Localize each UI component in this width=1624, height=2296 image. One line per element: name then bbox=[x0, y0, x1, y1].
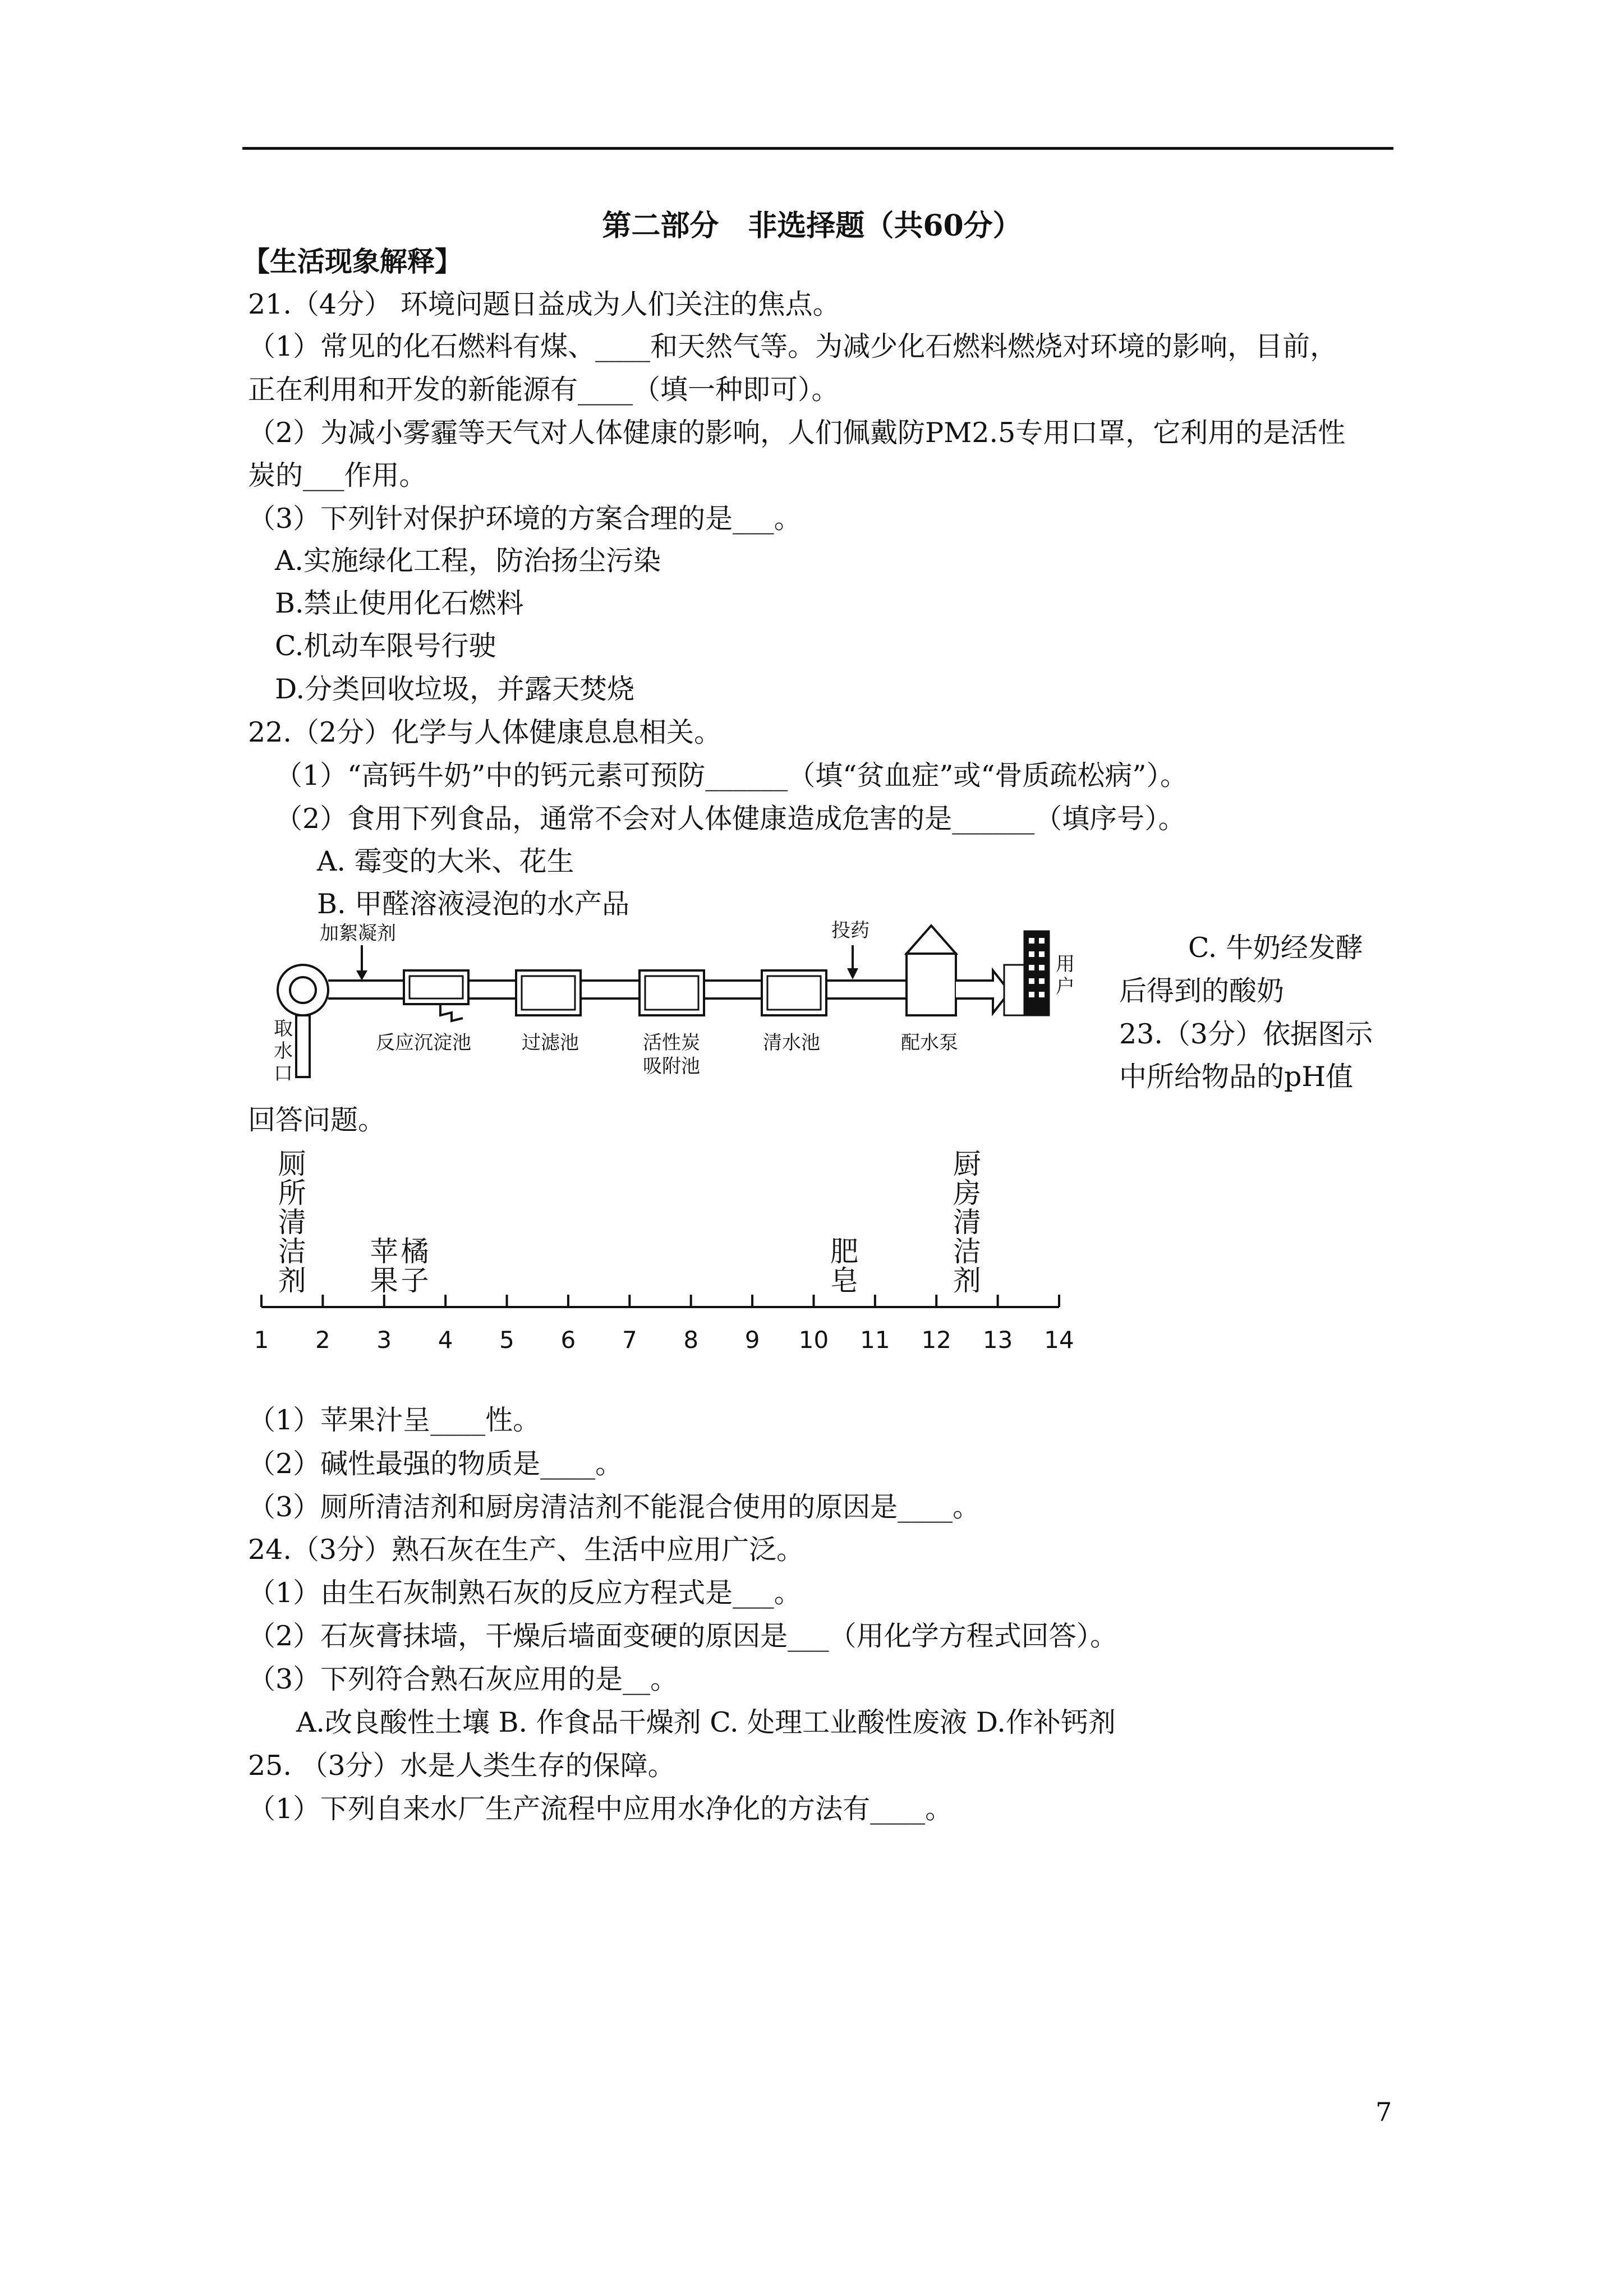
q21-p3: （3）下列针对保护环境的方案合理的是___。 bbox=[248, 503, 802, 535]
ph-tick-label-11: 11 bbox=[860, 1326, 890, 1354]
clear-water-tank-label: 清水池 bbox=[763, 1032, 820, 1054]
ph-tick-label-14: 14 bbox=[1044, 1326, 1074, 1354]
ph-tick-label-12: 12 bbox=[921, 1326, 951, 1354]
q23-p3: （3）厕所清洁剂和厨房清洁剂不能混合使用的原因是____。 bbox=[248, 1491, 981, 1523]
building-small bbox=[1004, 965, 1024, 1015]
carbon-tank bbox=[640, 970, 704, 1015]
dosing-arrow bbox=[847, 968, 858, 979]
intake-label-3: 口 bbox=[274, 1062, 293, 1085]
ph-tick-label-7: 7 bbox=[622, 1326, 637, 1354]
q23-stem-line2: 中所给物品的pH值 bbox=[1119, 1061, 1354, 1093]
carbon-tank-label-2: 吸附池 bbox=[643, 1055, 700, 1078]
q21-p1-line2: 正在利用和开发的新能源有____（填一种即可）。 bbox=[248, 374, 839, 406]
coagulant-label: 加絮凝剂 bbox=[320, 922, 396, 945]
ph-item-3: 肥皂 bbox=[830, 1235, 859, 1297]
q22-p1: （1）“高钙牛奶”中的钙元素可预防______（填“贫血症”或“骨质疏松病”）。 bbox=[275, 760, 1188, 792]
ph-item-2: 橘子 bbox=[401, 1235, 429, 1297]
ph-item-4: 厨房清洁剂 bbox=[953, 1150, 981, 1297]
intake-pump-outer bbox=[278, 965, 328, 1015]
intake-pipe bbox=[296, 1015, 310, 1077]
reaction-tank-label: 反应沉淀池 bbox=[376, 1032, 471, 1054]
ph-tick-label-1: 1 bbox=[254, 1326, 269, 1354]
ph-tick-label-4: 4 bbox=[438, 1326, 453, 1354]
q24-p2: （2）石灰膏抹墙，干燥后墙面变硬的原因是___（用化学方程式回答）。 bbox=[248, 1620, 1118, 1652]
q22-stem: 22.（2分）化学与人体健康息息相关。 bbox=[248, 716, 722, 748]
ph-scale-diagram bbox=[247, 1150, 1088, 1369]
ph-tick-label-5: 5 bbox=[499, 1326, 514, 1354]
q21-stem: 21.（4分） 环境问题日益成为人们关注的焦点。 bbox=[248, 288, 840, 320]
q21-option-d: D.分类回收垃圾，并露天焚烧 bbox=[275, 673, 635, 705]
ph-item-0: 厕所清洁剂 bbox=[278, 1150, 306, 1297]
pump-house-roof bbox=[907, 926, 956, 954]
q22-option-a: A. 霉变的大米、花生 bbox=[317, 845, 574, 877]
pump-house bbox=[907, 954, 956, 1015]
filter-tank bbox=[516, 970, 581, 1015]
q21-option-c: C.机动车限号行驶 bbox=[275, 630, 496, 662]
ph-tick-label-8: 8 bbox=[683, 1326, 699, 1354]
q25-stem: 25. （3分）水是人类生存的保障。 bbox=[248, 1750, 675, 1782]
outlet-arrow bbox=[956, 970, 1010, 1013]
page-number: 7 bbox=[1375, 2097, 1392, 2127]
ph-tick-label-2: 2 bbox=[315, 1326, 330, 1354]
q21-p2-line1: （2）为减小雾霾等天气对人体健康的影响，人们佩戴防PM2.5专用口罩，它利用的是活性 bbox=[248, 417, 1346, 449]
q21-p1-line1: （1）常见的化石燃料有煤、____和天然气等。为减少化石燃料燃烧对环境的影响，目前， bbox=[248, 330, 1338, 362]
user-label-1: 用 bbox=[1056, 953, 1075, 976]
header-rule bbox=[242, 147, 1393, 150]
clear-water-tank bbox=[762, 970, 826, 1015]
q23-stem-line1: 23.（3分）依据图示 bbox=[1119, 1018, 1373, 1050]
ph-tick-label-9: 9 bbox=[744, 1326, 760, 1354]
q23-stem-line3: 回答问题。 bbox=[248, 1104, 386, 1136]
q21-p2-line2: 炭的___作用。 bbox=[248, 459, 427, 491]
q22-option-c-line1: C. 牛奶经发酵 bbox=[1188, 932, 1363, 964]
intake-label-1: 取 bbox=[274, 1018, 293, 1040]
intake-pump-inner bbox=[290, 977, 316, 1003]
ph-item-1: 苹果 bbox=[370, 1235, 398, 1297]
q25-p1: （1）下列自来水厂生产流程中应用水净化的方法有____。 bbox=[248, 1793, 953, 1825]
page-title: 第二部分 非选择题（共60分） bbox=[602, 209, 1022, 243]
q24-stem: 24.（3分）熟石灰在生产、生活中应用广泛。 bbox=[248, 1534, 804, 1566]
q24-p1: （1）由生石灰制熟石灰的反应方程式是___。 bbox=[248, 1577, 802, 1609]
ph-tick-label-3: 3 bbox=[376, 1326, 392, 1354]
q24-p3: （3）下列符合熟石灰应用的是__。 bbox=[248, 1663, 678, 1695]
q22-option-c-line2: 后得到的酸奶 bbox=[1119, 975, 1285, 1007]
ph-tick-label-6: 6 bbox=[560, 1326, 576, 1354]
q22-option-b: B. 甲醛溶液浸泡的水产品 bbox=[317, 888, 630, 920]
building-tall bbox=[1024, 931, 1049, 1015]
q23-p1: （1）苹果汁呈____性。 bbox=[248, 1404, 541, 1436]
q23-p2: （2）碱性最强的物质是____。 bbox=[248, 1448, 623, 1480]
carbon-tank-label-1: 活性炭 bbox=[643, 1032, 700, 1054]
q21-option-a: A.实施绿化工程，防治扬尘污染 bbox=[275, 545, 661, 577]
pump-label: 配水泵 bbox=[901, 1032, 958, 1054]
q24-options: A.改良酸性土壤 B. 作食品干燥剂 C. 处理工业酸性废液 D.作补钙剂 bbox=[296, 1706, 1116, 1738]
filter-tank-label: 过滤池 bbox=[522, 1032, 579, 1054]
ph-tick-label-10: 10 bbox=[798, 1326, 829, 1354]
dosing-label: 投药 bbox=[831, 919, 869, 942]
section-heading: 【生活现象解释】 bbox=[242, 245, 463, 278]
q21-option-b: B.禁止使用化石燃料 bbox=[275, 587, 524, 619]
intake-label-2: 水 bbox=[274, 1040, 293, 1062]
user-label-2: 户 bbox=[1056, 976, 1075, 998]
coagulant-arrow bbox=[356, 970, 367, 981]
water-treatment-diagram bbox=[247, 914, 1122, 1094]
ph-tick-label-13: 13 bbox=[982, 1326, 1013, 1354]
q22-p2: （2）食用下列食品，通常不会对人体健康造成危害的是______（填序号）。 bbox=[275, 803, 1186, 835]
